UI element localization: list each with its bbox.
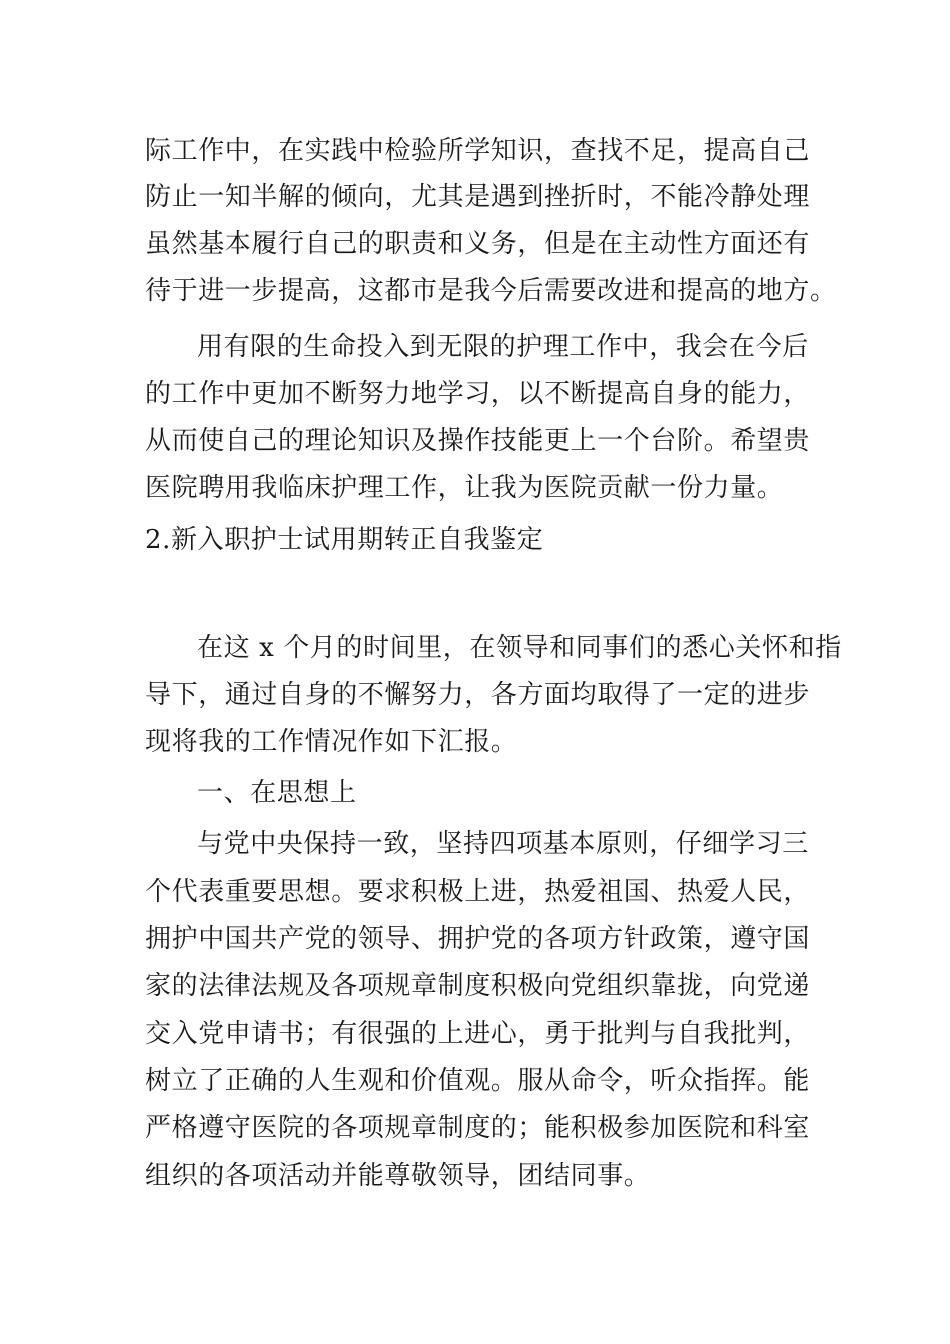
text-line: 的工作中更加不断努力地学习，以不断提高自身的能力， xyxy=(145,379,811,409)
text-line: 导下，通过自身的不懈努力，各方面均取得了一定的进步 xyxy=(145,680,811,710)
paragraph-first-line: 在这 x 个月的时间里，在领导和同事们的悉心关怀和指 xyxy=(197,633,842,663)
text-line: 际工作中，在实践中检验所学知识，查找不足，提高自己 xyxy=(145,136,811,166)
subsection-heading: 一、在思想上 xyxy=(197,778,357,808)
text-line: 防止一知半解的倾向，尤其是遇到挫折时，不能冷静处理 xyxy=(145,182,811,212)
text-line: 树立了正确的人生观和价值观。服从命令，听众指挥。能 xyxy=(145,1066,811,1096)
text-line: 虽然基本履行自己的职责和义务，但是在主动性方面还有 xyxy=(145,229,811,259)
text-line: 拥护中国共产党的领导、拥护党的各项方针政策，遵守国 xyxy=(145,924,811,954)
text-line: 家的法律法规及各项规章制度积极向党组织靠拢，向党递 xyxy=(145,971,811,1001)
text-line: 组织的各项活动并能尊敬领导，团结同事。 xyxy=(145,1161,651,1191)
text-line: 医院聘用我临床护理工作，让我为医院贡献一份力量。 xyxy=(145,473,784,503)
text-line: 待于进一步提高，这都市是我今后需要改进和提高的地方。 xyxy=(145,276,837,306)
text-line: 从而使自己的理论知识及操作技能更上一个台阶。希望贵 xyxy=(145,426,811,456)
text-line: 交入党申请书；有很强的上进心，勇于批判与自我批判， xyxy=(145,1019,811,1049)
paragraph-first-line: 用有限的生命投入到无限的护理工作中，我会在今后 xyxy=(197,332,809,362)
text-line: 严格遵守医院的各项规章制度的；能积极参加医院和科室 xyxy=(145,1113,811,1143)
text-line: 现将我的工作情况作如下汇报。 xyxy=(145,727,518,757)
text-line: 个代表重要思想。要求积极上进，热爱祖国、热爱人民， xyxy=(145,877,811,907)
section-heading: 2.新入职护士试用期转正自我鉴定 xyxy=(145,525,544,555)
paragraph-first-line: 与党中央保持一致，坚持四项基本原则，仔细学习三 xyxy=(197,829,809,859)
